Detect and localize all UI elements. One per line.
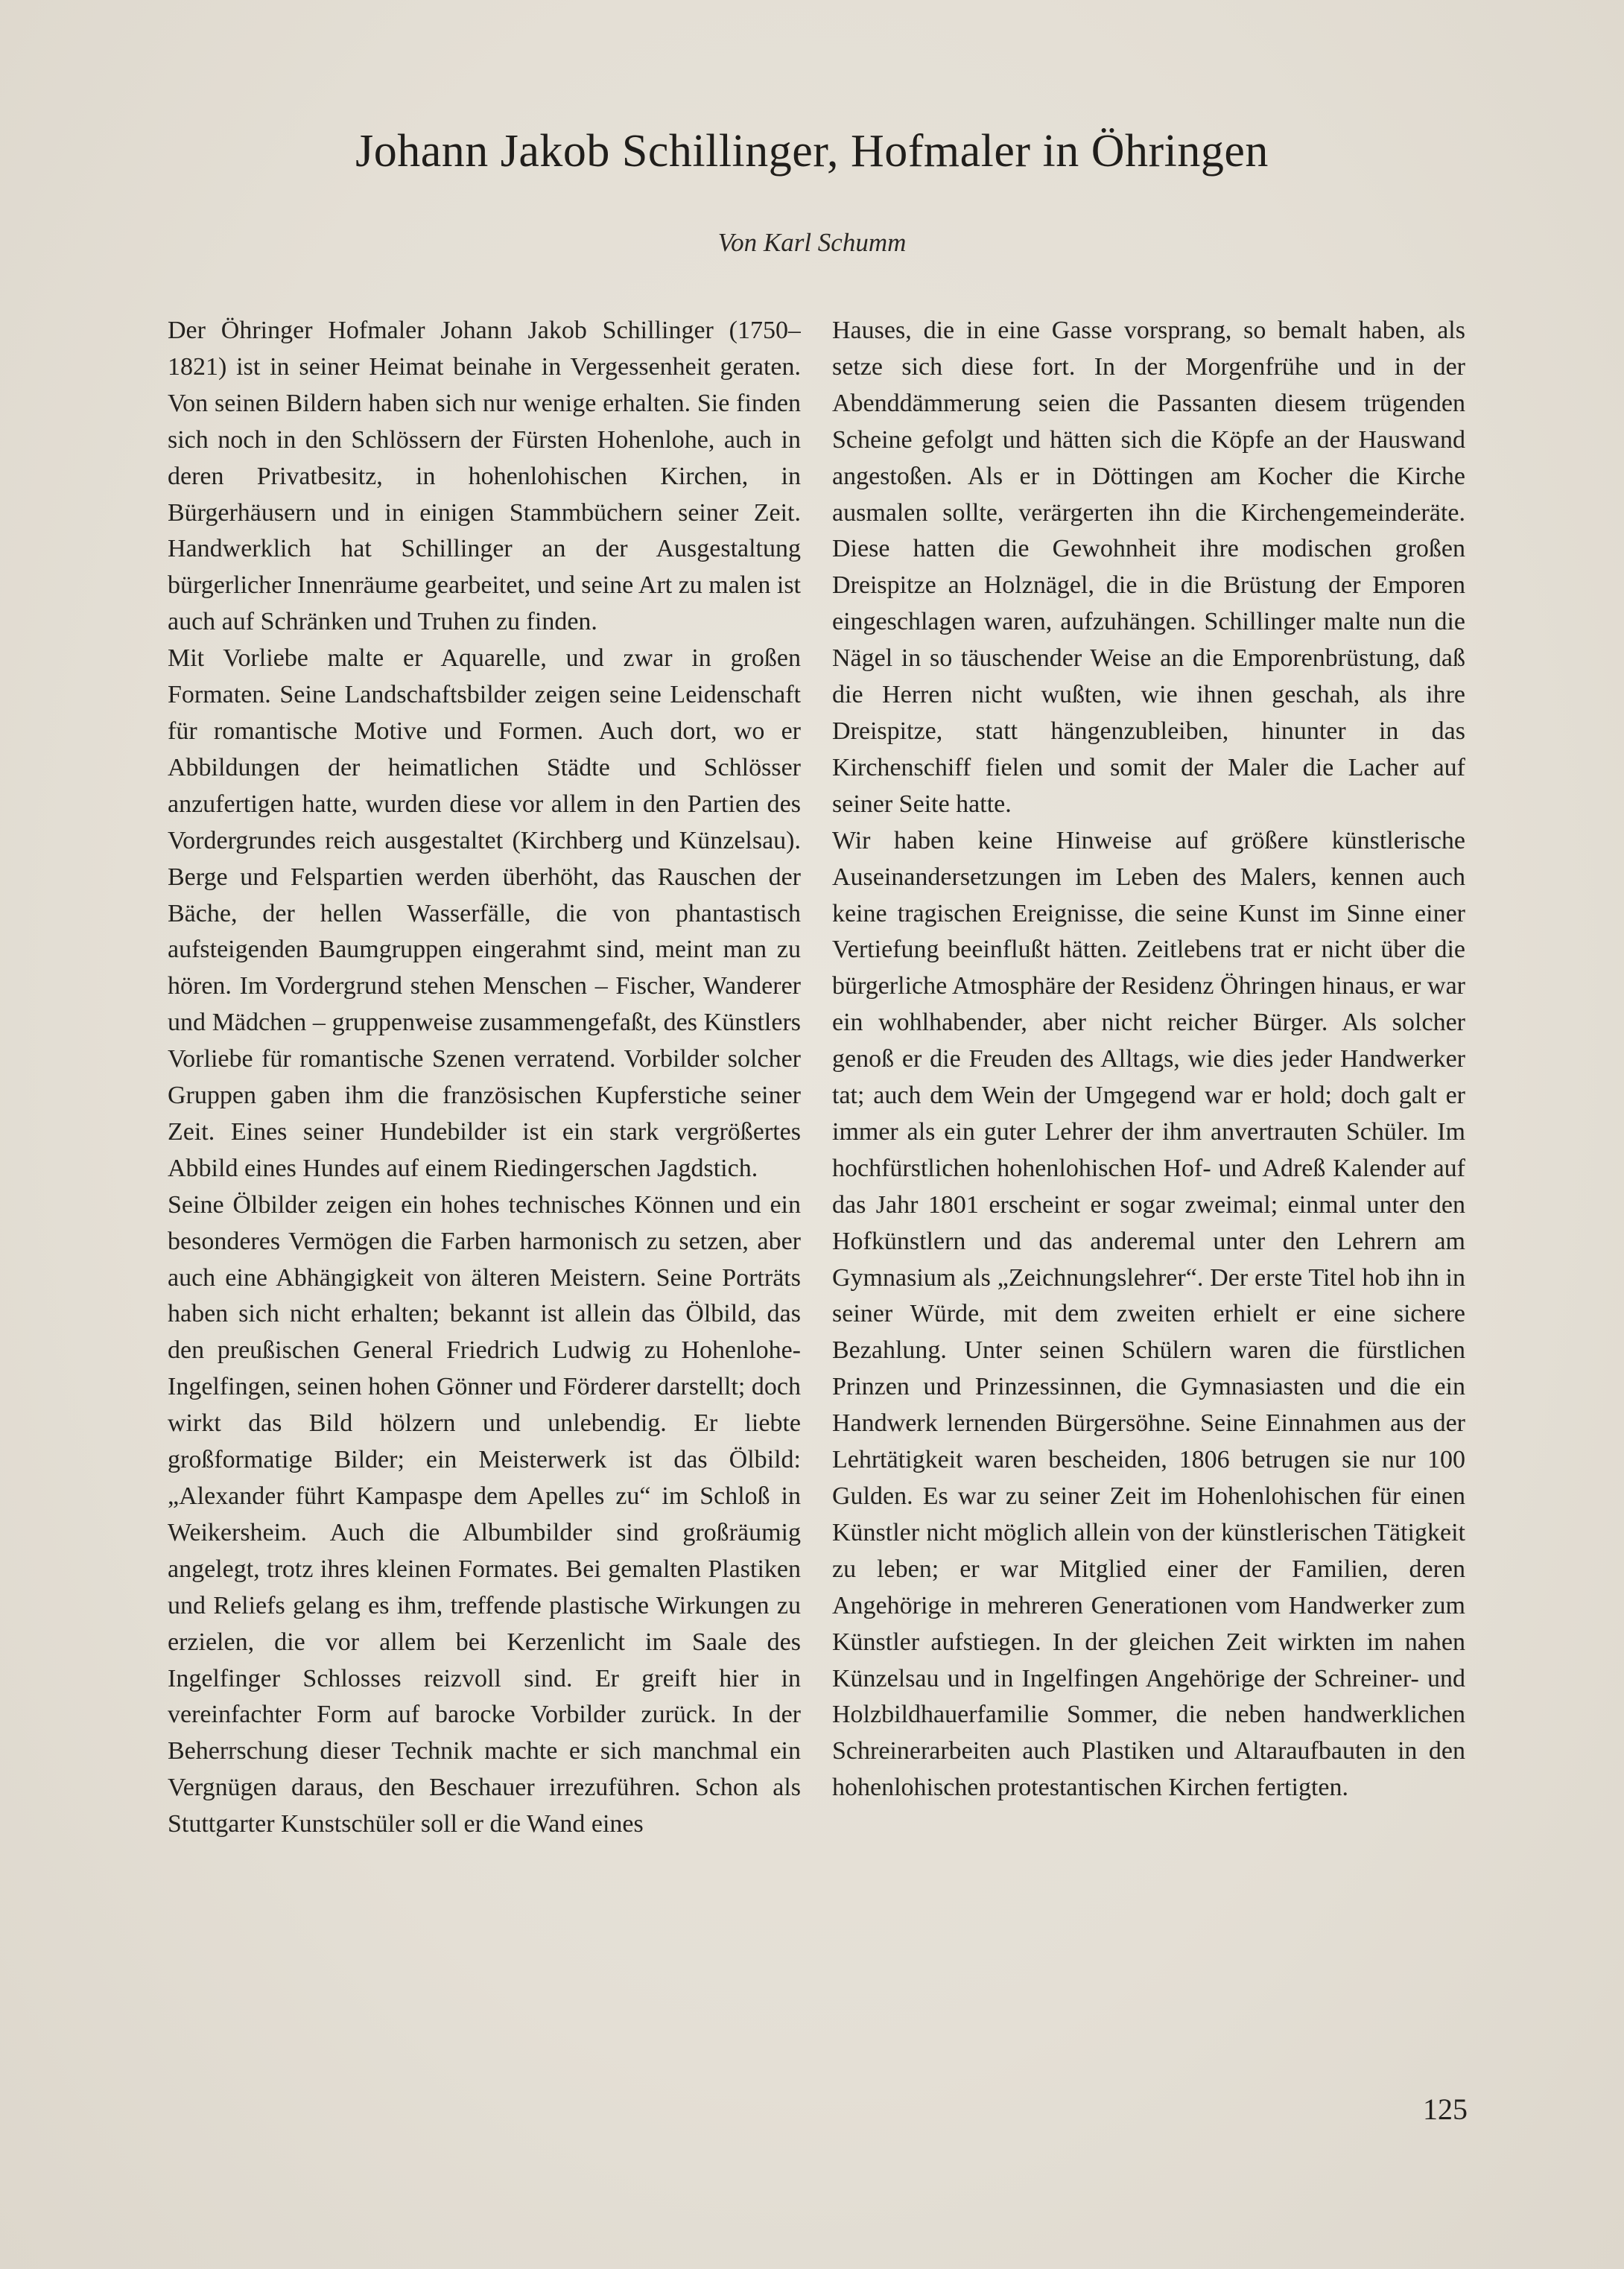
paragraph: Mit Vorliebe malte er Aquarelle, und zwar in großen Formaten. Seine Landschaftsbilder zeigen seine Leidenschaft für romantische Motive und Formen. Auch dort, wo er Abbildungen der heimatlichen Städte und Schlösser anzufertigen hatte, wurden diese vor allem in den Partien des Vordergrundes reich ausgestaltet (Kirchberg und Künzelsau). Berge und Felspartien werden überhöht, das Rauschen der Bäche, der hellen Wasserfälle, die von phantastisch aufsteigenden Baumgruppen eingerahmt sind, meint man zu hören. Im Vordergrund stehen Menschen – Fischer, Wanderer und Mädchen – gruppenweise zusammengefaßt, des Künstlers Vorliebe für romantische Szenen verratend. Vorbilder solcher Gruppen gaben ihm die französischen Kupferstiche seiner Zeit. Eines seiner Hundebilder ist ein stark vergrößertes Abbild eines Hundes auf einem Riedingerschen Jagdstich. [168,644,801,1182]
paragraph: Seine Ölbilder zeigen ein hohes technisches Können und ein besonderes Vermögen die Farben harmonisch zu setzen, aber auch eine Abhängigkeit von älteren Meistern. Seine Porträts haben sich nicht erhalten; bekannt ist allein das Ölbild, das den preußischen General Friedrich Ludwig zu Hohenlohe-Ingelfingen, seinen hohen Gönner und Förderer darstellt; doch wirkt das Bild hölzern und unlebendig. Er liebte großformatige Bilder; ein Meisterwerk ist das Ölbild: „Alexander führt Kampaspe dem Apelles zu“ im Schloß in Weikersheim. Auch die Albumbilder sind großräumig angelegt, trotz ihres kleinen Formates. Bei gemalten Plastiken und Reliefs gelang es ihm, treffende plastische Wirkungen zu erzielen, die vor allem bei Kerzenlicht im Saale des Ingelfinger Schlosses reizvoll sind. Er greift hier in vereinfachter Form auf barocke Vorbilder zurück. In der Beherrschung dieser Technik machte er sich manchmal ein Vergnügen daraus, den Beschauer irrezuführen. Schon als Stuttgarter Kunstschüler soll er die Wand eines [168,1190,801,1838]
article-byline: Von Karl Schumm [717,228,907,257]
article-title: Johann Jakob Schillinger, Hofmaler in Öhringen [355,126,1269,177]
paragraph: Der Öhringer Hofmaler Johann Jakob Schillinger (1750–1821) ist in seiner Heimat beinahe in Vergessenheit geraten. Von seinen Bildern haben sich nur wenige erhalten. Sie finden sich noch in den Schlössern der Fürsten Hohenlohe, auch in deren Privatbesitz, in hohenlohischen Kirchen, in Bürgerhäusern und in einigen Stammbüchern seiner Zeit. Handwerklich hat Schillinger an der Ausgestaltung bürgerlicher Innenräume gearbeitet, und seine Art zu malen ist auch auf Schränken und Truhen zu finden. [168,317,801,636]
left-column [168,313,801,2063]
paragraph: Hauses, die in eine Gasse vorsprang, so bemalt haben, als setze sich diese fort. In der Morgenfrühe und in der Abenddämmerung seien die Passanten diesem trügenden Scheine gefolgt und hätten sich die Köpfe an der Hauswand angestoßen. Als er in Döttingen am Kocher die Kirche ausmalen sollte, verärgerten ihn die Kirchengemeinderäte. Diese hatten die Gewohnheit ihre modischen großen Dreispitze an Holznägel, die in die Brüstung der Emporen eingeschlagen waren, aufzuhängen. Schillinger malte nun die Nägel in so täuschender Weise an die Emporenbrüstung, daß die Herren nicht wußten, wie ihnen geschah, als ihre Dreispitze, statt hängenzubleiben, hinunter in das Kirchenschiff fielen und somit der Maler die Lacher auf seiner Seite hatte. [832,317,1465,818]
page-number: 125 [1423,2092,1468,2126]
right-column [832,313,1465,2063]
paragraph: Wir haben keine Hinweise auf größere künstlerische Auseinandersetzungen im Leben des Malers, kennen auch keine tragischen Ereignisse, die seine Kunst im Sinne einer Vertiefung beeinflußt hätten. Zeitlebens trat er nicht über die bürgerliche Atmosphäre der Residenz Öhringen hinaus, er war ein wohlhabender, aber nicht reicher Bürger. Als solcher genoß er die Freuden des Alltags, wie dies jeder Handwerker tat; auch dem Wein der Umgegend war er hold; doch galt er immer als ein guter Lehrer der ihm anvertrauten Schüler. Im hochfürstlichen hohenlohischen Hof- und Adreß Kalender auf das Jahr 1801 erscheint er sogar zweimal; einmal unter den Hofkünstlern und das anderemal unter den Lehrern am Gymnasium als „Zeichnungslehrer“. Der erste Titel hob ihn in seiner Würde, mit dem zweiten erhielt er eine sichere Bezahlung. Unter seinen Schülern waren die fürstlichen Prinzen und Prinzessinnen, die Gymnasiasten und die ein Handwerk lernenden Bürgersöhne. Seine Einnahmen aus der Lehrtätigkeit waren bescheiden, 1806 betrugen sie nur 100 Gulden. Es war zu seiner Zeit im Hohenlohischen für einen Künstler nicht möglich allein von der künstlerischen Tätigkeit zu leben; er war Mitglied einer der Familien, deren Angehörige in mehreren Generationen vom Handwerker zum Künstler aufstiegen. In der gleichen Zeit wirkten im nahen Künzelsau und in Ingelfingen Angehörige der Schreiner- und Holzbildhauerfamilie Sommer, die neben handwerklichen Schreinerarbeiten auch Plastiken und Altaraufbauten in den hohenlohischen protestantischen Kirchen fertigten. [832,826,1465,1802]
